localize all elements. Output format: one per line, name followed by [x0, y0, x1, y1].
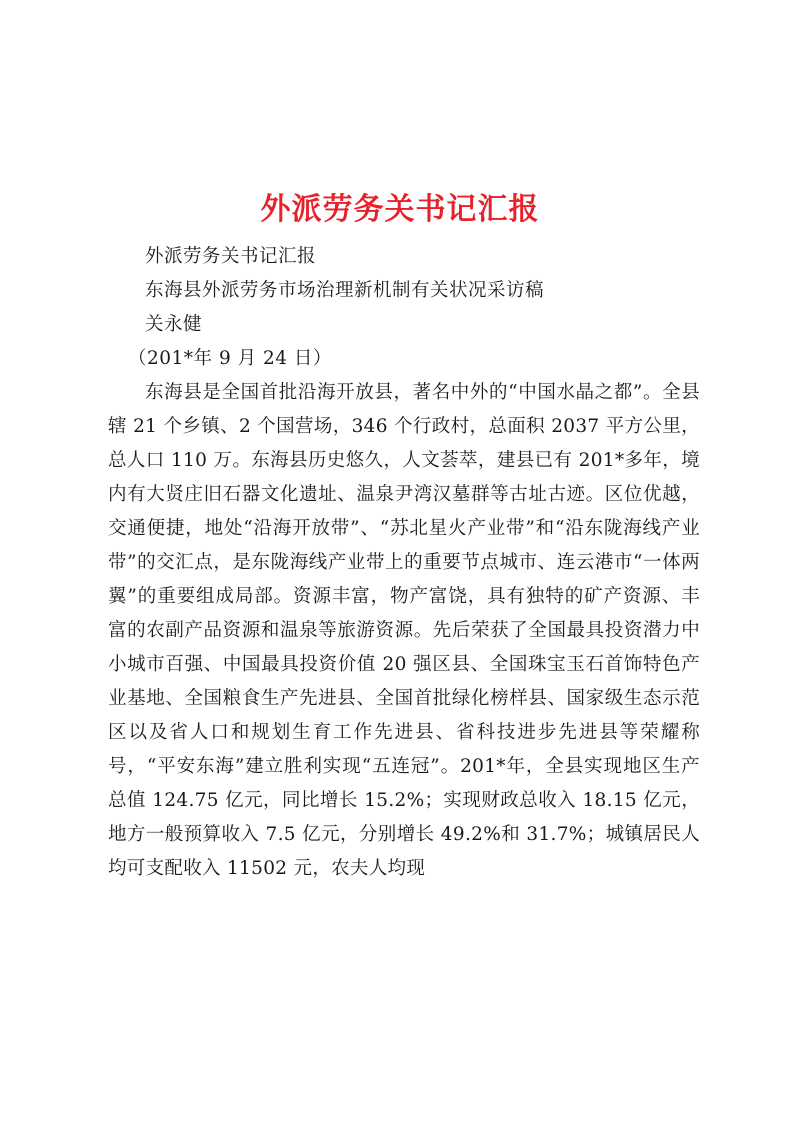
date-line: （201*年 9 月 24 日） [128, 348, 332, 369]
subtitle-line: 外派劳务关书记汇报 [145, 246, 317, 267]
interview-title-line: 东海县外派劳务市场治理新机制有关状况采访稿 [145, 280, 545, 301]
body-paragraph: 东海县是全国首批沿海开放县，著名中外的“中国水晶之都”。全县辖 21 个乡镇、2 个国营场，346 个行政村，总面积 2037 平方公里，总人口 110 万。东海县历史悠久，人文荟萃，建县已有 201*多年，境内有大贤庄旧石器文化遗址、温泉尹湾汉墓群等古址古迹。区位优越，交通便捷，地处“沿海开放带”、“苏北星火产业带”和“沿东陇海线产业带”的交汇点，是东陇海线产业带上的重要节点城市、连云港市“一体两翼”的重要组成局部。资源丰富，物产富饶，具有独特的矿产资源、丰富的农副产品资源和温泉等旅游资源。先后荣获了全国最具投资潜力中小城市百强、中国最具投资价值 20 强区县、全国珠宝玉石首饰特色产业基地、全国粮食生产先进县、全国首批绿化榜样县、国家级生态示范区以及省人口和规划生育工作先进县、省科技进步先进县等荣耀称号，“平安东海”建立胜利实现“五连冠”。201*年，全县实现地区生产总值 124.75 亿元，同比增长 15.2%；实现财政总收入 18.15 亿元，地方一般预算收入 7.5 亿元，分别增长 49.2%和 31.7%；城镇居民人均可支配收入 11502 元，农夫人均现 [108, 382, 700, 879]
document-title: 外派劳务关书记汇报 [260, 192, 540, 228]
author-line: 关永健 [145, 314, 203, 335]
document-body [108, 240, 700, 886]
